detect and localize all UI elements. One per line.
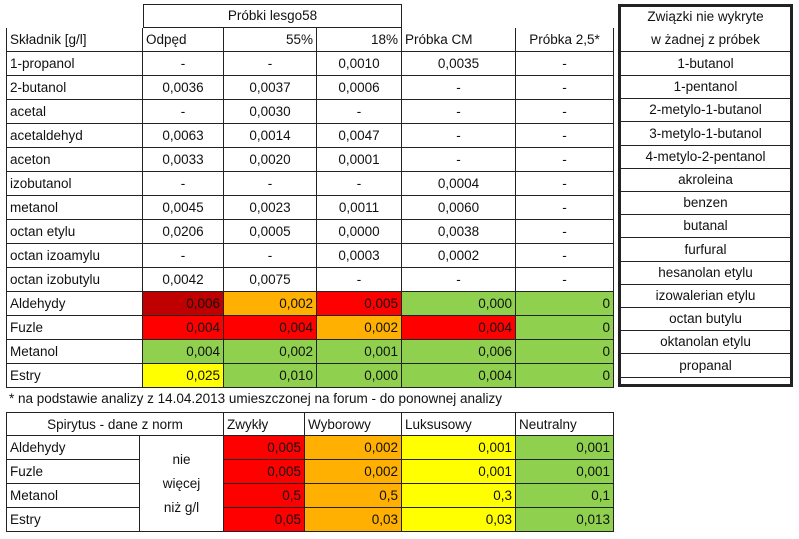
component-name: octan izoamylu [6, 244, 143, 268]
undetected-compound: octan butylu [620, 307, 791, 331]
summary-cell-cm: 0,006 [402, 340, 516, 364]
table-cell-p25: - [516, 124, 614, 148]
table-cell-odped: - [143, 52, 224, 76]
summary-cell-p18: 0,005 [317, 292, 402, 316]
table-cell-p55: 0,0014 [224, 124, 317, 148]
undetected-compound: furfural [620, 238, 791, 262]
table-cell-p55: 0,0023 [224, 196, 317, 220]
table-cell-p18: - [317, 172, 402, 196]
summary-cell-odped: 0,025 [143, 364, 224, 388]
norms-value: 0,5 [305, 484, 402, 508]
undetected-compound: oktanolan etylu [620, 330, 791, 354]
norms-value: 0,005 [224, 460, 305, 484]
table-cell-odped: 0,0045 [143, 196, 224, 220]
norms-value: 0,013 [516, 508, 614, 532]
summary-cell-p18: 0,001 [317, 340, 402, 364]
component-name: aceton [6, 148, 143, 172]
norms-row-label: Aldehydy [6, 436, 140, 460]
table-cell-cm: 0,0004 [402, 172, 516, 196]
table-cell-p25: - [516, 196, 614, 220]
table-cell-odped: 0,0033 [143, 148, 224, 172]
table-cell-odped: - [143, 100, 224, 124]
table-cell-p55: 0,0020 [224, 148, 317, 172]
table-cell-cm: - [402, 100, 516, 124]
component-name: metanol [6, 196, 143, 220]
table-cell-cm: 0,0038 [402, 220, 516, 244]
table-cell-p18: - [317, 268, 402, 292]
norms-limit-line2: więcej [162, 476, 201, 491]
component-name: octan etylu [6, 220, 143, 244]
table-cell-p18: 0,0000 [317, 220, 402, 244]
table-cell-p25: - [516, 172, 614, 196]
table-cell-p25: - [516, 76, 614, 100]
component-name: 1-propanol [6, 52, 143, 76]
component-name: izobutanol [6, 172, 143, 196]
table-cell-p55: 0,0037 [224, 76, 317, 100]
table-cell-odped: - [143, 244, 224, 268]
table-cell-p25: - [516, 244, 614, 268]
norms-value: 0,3 [402, 484, 516, 508]
column-header-cm: Próbka CM [402, 28, 516, 52]
table-cell-odped: - [143, 172, 224, 196]
norms-value: 0,002 [305, 460, 402, 484]
table-cell-odped: 0,0036 [143, 76, 224, 100]
summary-cell-cm: 0,004 [402, 364, 516, 388]
component-name: 2-butanol [6, 76, 143, 100]
summary-cell-p25: 0 [516, 292, 614, 316]
summary-cell-p25: 0 [516, 316, 614, 340]
norms-limit-label [140, 436, 224, 532]
summary-cell-p25: 0 [516, 340, 614, 364]
undetected-compound: 2-metylo-1-butanol [620, 98, 791, 122]
summary-cell-odped: 0,004 [143, 316, 224, 340]
norms-header-0: Zwykły [224, 412, 305, 436]
table-cell-p55: - [224, 172, 317, 196]
summary-cell-cm: 0,000 [402, 292, 516, 316]
norms-limit-line1: nie [172, 452, 191, 467]
table-cell-p25: - [516, 220, 614, 244]
table-cell-p18: 0,0003 [317, 244, 402, 268]
undetected-compound: izowalerian etylu [620, 284, 791, 308]
summary-row-label: Fuzle [6, 316, 143, 340]
table-cell-odped: 0,0206 [143, 220, 224, 244]
undetected-compound: hesanolan etylu [620, 261, 791, 285]
table-cell-cm: 0,0060 [402, 196, 516, 220]
undetected-compound: 1-butanol [620, 52, 791, 76]
norms-limit-line3: niż g/l [163, 500, 200, 515]
undetected-compound: butanal [620, 214, 791, 238]
table-cell-p55: - [224, 244, 317, 268]
footnote: * na podstawie analizy z 14.04.2013 umieszczonej na forum - do ponownej analizy [9, 391, 503, 406]
table-cell-p25: - [516, 52, 614, 76]
norms-row-label: Metanol [6, 484, 140, 508]
undetected-compound: 3-metylo-1-butanol [620, 122, 791, 146]
norms-value: 0,03 [305, 508, 402, 532]
summary-cell-cm: 0,004 [402, 316, 516, 340]
table-cell-cm: - [402, 148, 516, 172]
undetected-compound: propanal [620, 354, 791, 378]
column-header-p18: 18% [317, 28, 402, 52]
table-cell-p18: 0,0047 [317, 124, 402, 148]
table-cell-p25: - [516, 100, 614, 124]
summary-cell-p18: 0,002 [317, 316, 402, 340]
norms-value: 0,03 [402, 508, 516, 532]
table-cell-p18: 0,0010 [317, 52, 402, 76]
column-header-component: Składnik [g/l] [6, 28, 143, 52]
table-cell-p18: 0,0011 [317, 196, 402, 220]
norms-value: 0,1 [516, 484, 614, 508]
column-header-odped: Odpęd [143, 28, 224, 52]
norms-value: 0,002 [305, 436, 402, 460]
table-cell-p18: 0,0006 [317, 76, 402, 100]
table-cell-cm: - [402, 124, 516, 148]
component-name: acetaldehyd [6, 124, 143, 148]
undetected-compound: 4-metylo-2-pentanol [620, 145, 791, 169]
column-header-p25: Próbka 2,5* [516, 28, 614, 52]
table-cell-p25: - [516, 268, 614, 292]
norms-title: Spirytus - dane z norm [6, 412, 224, 436]
table-cell-p18: - [317, 100, 402, 124]
norms-value: 0,001 [516, 460, 614, 484]
table-cell-cm: 0,0002 [402, 244, 516, 268]
summary-row-label: Aldehydy [6, 292, 143, 316]
summary-cell-p25: 0 [516, 364, 614, 388]
norms-header-1: Wyborowy [305, 412, 402, 436]
samples-group-header: Próbki lesgo58 [143, 4, 402, 28]
column-header-p55: 55% [224, 28, 317, 52]
summary-cell-odped: 0,004 [143, 340, 224, 364]
table-cell-odped: 0,0042 [143, 268, 224, 292]
summary-cell-p55: 0,002 [224, 292, 317, 316]
norms-header-2: Luksusowy [402, 412, 516, 436]
summary-row-label: Estry [6, 364, 143, 388]
summary-row-label: Metanol [6, 340, 143, 364]
summary-cell-odped: 0,006 [143, 292, 224, 316]
summary-cell-p55: 0,010 [224, 364, 317, 388]
undetected-header-line1: Związki nie wykryte [647, 9, 764, 24]
table-cell-p55: - [224, 52, 317, 76]
undetected-compound: 1-pentanol [620, 75, 791, 99]
norms-value: 0,001 [516, 436, 614, 460]
component-name: acetal [6, 100, 143, 124]
summary-cell-p55: 0,002 [224, 340, 317, 364]
norms-value: 0,001 [402, 460, 516, 484]
summary-cell-p18: 0,000 [317, 364, 402, 388]
table-cell-p55: 0,0075 [224, 268, 317, 292]
table-cell-cm: 0,0035 [402, 52, 516, 76]
norms-row-label: Fuzle [6, 460, 140, 484]
norms-value: 0,001 [402, 436, 516, 460]
table-cell-cm: - [402, 268, 516, 292]
summary-cell-p55: 0,004 [224, 316, 317, 340]
undetected-header-line2: w żadnej z próbek [620, 29, 791, 52]
norms-value: 0,005 [224, 436, 305, 460]
table-cell-p25: - [516, 148, 614, 172]
table-cell-cm: - [402, 76, 516, 100]
norms-header-3: Neutralny [516, 412, 614, 436]
norms-value: 0,5 [224, 484, 305, 508]
table-cell-odped: 0,0063 [143, 124, 224, 148]
norms-row-label: Estry [6, 508, 140, 532]
table-cell-p55: 0,0005 [224, 220, 317, 244]
undetected-compound: akroleina [620, 168, 791, 192]
undetected-compound: benzen [620, 191, 791, 215]
table-cell-p55: 0,0030 [224, 100, 317, 124]
table-cell-p18: 0,0001 [317, 148, 402, 172]
component-name: octan izobutylu [6, 268, 143, 292]
norms-value: 0,05 [224, 508, 305, 532]
